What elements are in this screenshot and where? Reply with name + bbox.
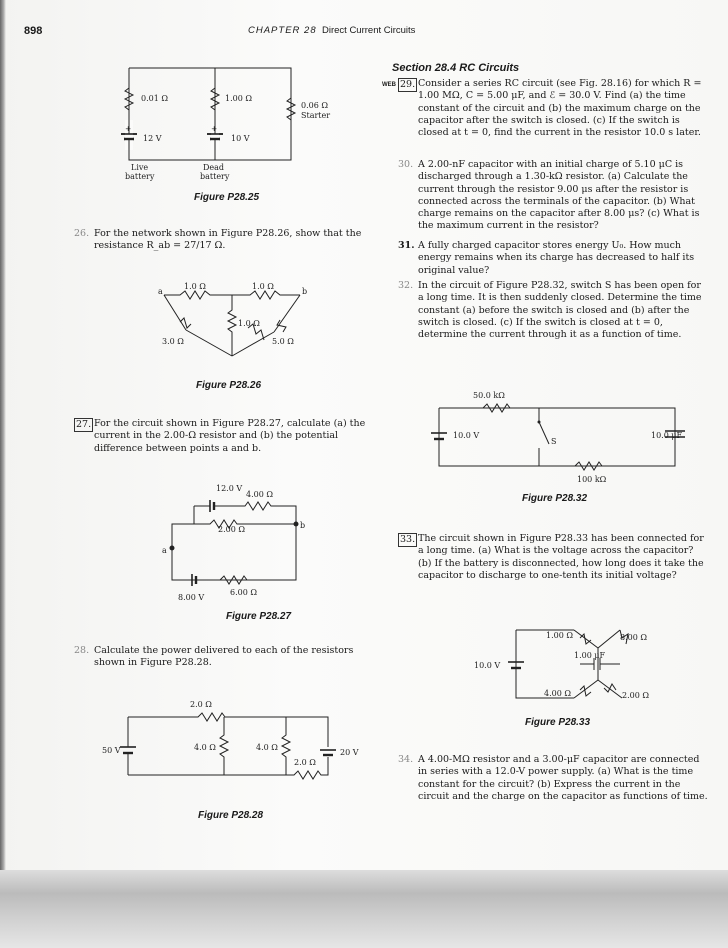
page-number: 898 — [24, 25, 43, 37]
label-starter: Starter — [301, 111, 331, 120]
figure-p28-32 — [425, 386, 695, 486]
problem-text: A 4.00-MΩ resistor and a 3.00-μF capacitor are connected in series with a 12.0-V power supply. (a) What is the time constant for the circuit? (b) Express the current in the circuit and the charge on the capacitor as functions of time. — [418, 754, 708, 802]
problem-text: A fully charged capacitor stores energy U₀. How much energy remains when its charge has decreased to half its original value? — [418, 240, 695, 276]
figure-p28-25 — [105, 60, 345, 190]
label-r-top-left: 1.0 Ω — [184, 282, 206, 291]
label-r-top: 2.0 Ω — [190, 700, 212, 709]
problem-number: 33. — [398, 533, 417, 547]
problem-27 — [74, 418, 369, 455]
label-c-1uf: 1.00 μF — [574, 651, 606, 660]
label-r-left: 3.0 Ω — [162, 337, 184, 346]
problem-number: 27. — [74, 418, 93, 432]
problem-number: 29. — [398, 78, 417, 92]
problem-text: Consider a series RC circuit (see Fig. 28.16) for which R = 1.00 MΩ, C = 5.00 μF, and ℰ = 30.0 V. Find (a) the time constant of the circuit and (b) the maximum charge on the capacitor after the switch is closed. (c) If the switch is closed at t = 0, find the current in the resistor 10.0 s later. — [418, 78, 702, 139]
node-b: b — [302, 287, 308, 296]
label-dead: Dead — [203, 163, 225, 172]
caption-p28-32: Figure P28.32 — [522, 493, 588, 504]
problem-34 — [398, 754, 708, 803]
scan-bottom-margin — [0, 870, 728, 948]
label-12v: 12 V — [143, 134, 162, 143]
label-switch: S — [551, 437, 557, 446]
label-r-right: 5.0 Ω — [272, 337, 294, 346]
problem-number: 28. — [74, 645, 90, 656]
label-r-top-right: 8.00 Ω — [620, 633, 647, 642]
label-c-10uf: 10.0 μF — [651, 431, 683, 440]
node-b: b — [300, 521, 306, 530]
label-10v: 10.0 V — [474, 661, 501, 670]
section-heading: Section 28.4 RC Circuits — [392, 62, 520, 74]
label-20v: 20 V — [340, 748, 359, 757]
problem-text: For the network shown in Figure P28.26, show that the resistance R_ab = 27/17 Ω. — [94, 228, 362, 252]
label-live: Live — [131, 163, 149, 172]
label-r-50k: 50.0 kΩ — [473, 391, 505, 400]
problem-text: Calculate the power delivered to each of the resistors shown in Figure P28.28. — [94, 645, 354, 669]
label-r-mid-2: 4.0 Ω — [256, 743, 278, 752]
label-r-4-00: 4.00 Ω — [246, 490, 273, 499]
caption-p28-25: Figure P28.25 — [194, 192, 260, 203]
caption-p28-28: Figure P28.28 — [198, 810, 264, 821]
problem-number: 32. — [398, 280, 414, 291]
label-r-bottom: 2.0 Ω — [294, 758, 316, 767]
svg-text:+: + — [211, 124, 218, 133]
problem-28 — [74, 645, 369, 670]
node-a: a — [162, 546, 167, 555]
label-r-top-left: 1.00 Ω — [546, 631, 573, 640]
label-r-2-00: 2.00 Ω — [218, 525, 245, 534]
problem-number: 31. — [398, 240, 415, 251]
label-r-0-06: 0.06 Ω — [301, 101, 328, 110]
label-battery-1: battery — [125, 172, 155, 181]
problem-31 — [398, 240, 708, 277]
caption-p28-33: Figure P28.33 — [525, 717, 591, 728]
caption-p28-27: Figure P28.27 — [226, 611, 292, 622]
label-10v: 10 V — [231, 134, 250, 143]
figure-p28-26 — [150, 280, 320, 370]
problem-text: In the circuit of Figure P28.32, switch S has been open for a long time. It is then suddenly closed. Determine the time constant (a) before the switch is closed and (b) after the switch is closed. (c) If the switch is closed at t = 0, determine the current through it as a function of time. — [418, 280, 702, 341]
problem-29 — [398, 78, 708, 139]
problem-text: For the circuit shown in Figure P28.27, calculate (a) the current in the 2.00-Ω resistor and (b) the potential difference between points a and b. — [94, 418, 366, 454]
label-12v: 12.0 V — [216, 484, 243, 493]
label-r-top-right: 1.0 Ω — [252, 282, 274, 291]
label-r-6-00: 6.00 Ω — [230, 588, 257, 597]
problem-number: 30. — [398, 159, 414, 170]
problem-33 — [398, 533, 708, 582]
problem-text: The circuit shown in Figure P28.33 has been connected for a long time. (a) What is the voltage across the capacitor? (b) If the battery is disconnected, how long does it take the capacitor to discharge to one-tenth its initial voltage? — [418, 533, 704, 581]
label-r-middle: 1.0 Ω — [238, 319, 260, 328]
chapter-label: CHAPTER 28 — [248, 25, 317, 36]
label-battery-2: battery — [200, 172, 230, 181]
figure-p28-33 — [470, 618, 690, 708]
label-r-mid-1: 4.0 Ω — [194, 743, 216, 752]
svg-text:+: + — [125, 124, 132, 133]
problem-number: 26. — [74, 228, 90, 239]
caption-p28-26: Figure P28.26 — [196, 380, 262, 391]
label-8v: 8.00 V — [178, 593, 205, 602]
figure-p28-28 — [98, 695, 378, 800]
page-header — [0, 25, 728, 41]
chapter-title: Direct Current Circuits — [322, 25, 416, 36]
label-50v: 50 V — [102, 746, 121, 755]
web-tag: WEB — [382, 82, 396, 88]
problem-32 — [398, 280, 708, 341]
label-r-bottom-right: 2.00 Ω — [622, 691, 649, 700]
label-10v: 10.0 V — [453, 431, 480, 440]
label-r-1-00: 1.00 Ω — [225, 94, 252, 103]
label-r-100k: 100 kΩ — [577, 475, 607, 484]
problem-26 — [74, 228, 369, 253]
problem-30 — [398, 159, 708, 233]
figure-p28-27 — [150, 480, 310, 605]
problem-number: 34. — [398, 754, 414, 765]
node-a: a — [158, 287, 163, 296]
label-r-0-01: 0.01 Ω — [141, 94, 168, 103]
problem-text: A 2.00-nF capacitor with an initial charge of 5.10 μC is discharged through a 1.30-kΩ resistor. (a) Calculate the current through the resistor 9.00 μs after the resistor is connected across the terminals of the capacitor. (b) What charge remains on the capacitor after 8.00 μs? (c) What is the maximum current in the resistor? — [418, 159, 700, 232]
scan-edge-shadow — [0, 0, 6, 948]
label-r-bottom-left: 4.00 Ω — [544, 689, 571, 698]
